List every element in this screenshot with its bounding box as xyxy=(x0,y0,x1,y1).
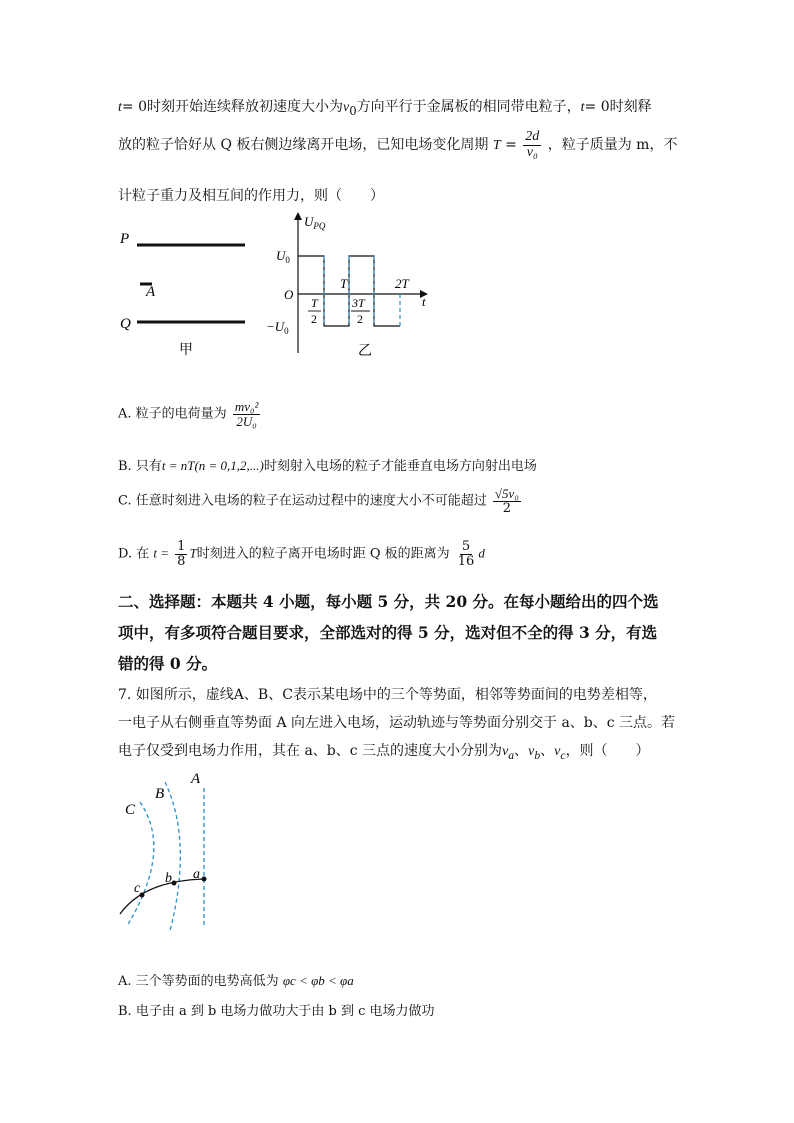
var-v: v xyxy=(342,100,350,115)
label-C: C xyxy=(125,802,136,818)
q7-option-A xyxy=(118,970,354,989)
denominator: 8 xyxy=(177,553,186,569)
label-neg-U0: $-U_0$ xyxy=(266,319,289,336)
q7-line-3 xyxy=(118,740,650,762)
var-T: T xyxy=(189,545,197,561)
tick-3half-T-num: 3T xyxy=(352,296,365,310)
formula: t = xyxy=(153,545,170,561)
text: = 0时刻开始连续释放初速度大小为 xyxy=(121,99,343,115)
option-text: 只有 xyxy=(135,459,162,474)
text: 放的粒子恰好从 Q 板右侧边缘离开电场，已知电场变化周期 xyxy=(118,137,489,154)
text: 一电子从右侧垂直等势面 A 向左进入电场，运动轨迹与等势面分别交于 a、b、c 三点。若 xyxy=(118,715,676,731)
sub: c xyxy=(560,748,566,762)
option-B xyxy=(118,455,537,474)
t-axis-label: t xyxy=(422,294,426,309)
y-arrow xyxy=(294,212,302,220)
var-v: v xyxy=(554,744,561,759)
caption-jia: 甲 xyxy=(179,343,193,358)
text: ，则（ ） xyxy=(565,743,650,759)
sub: b xyxy=(534,748,541,762)
var-d: d xyxy=(478,545,485,561)
label-A: A xyxy=(191,771,201,787)
sub-0: 0 xyxy=(349,103,357,118)
point-b xyxy=(172,881,177,886)
equipotential-C xyxy=(127,802,154,926)
text: 计粒子重力及相互间的作用力，则（ ） xyxy=(118,188,384,204)
option-label: A. xyxy=(118,406,132,422)
section2-line-2 xyxy=(118,621,657,643)
tick-3half-T-den: 2 xyxy=(357,312,363,326)
label-A: A xyxy=(146,284,156,300)
var-T: T xyxy=(492,138,501,154)
denominator: 16 xyxy=(457,553,475,569)
tick-2T: 2T xyxy=(395,276,409,291)
label-a: a xyxy=(193,867,200,882)
intro-line-1 xyxy=(118,96,652,118)
figure-jia xyxy=(115,228,255,358)
option-text: 电子由 a 到 b 电场力做功大于由 b 到 c 电场力做功 xyxy=(135,1004,435,1019)
fraction-period xyxy=(523,130,541,160)
fraction-charge xyxy=(233,400,261,428)
equals: = xyxy=(505,137,517,154)
option-label: B. xyxy=(118,459,132,474)
denominator: 2 xyxy=(502,500,512,516)
text: ，粒子质量为 m，不 xyxy=(547,137,678,154)
option-A xyxy=(118,400,262,428)
option-label: A. xyxy=(118,974,132,989)
label-B: B xyxy=(155,786,165,802)
option-label: B. xyxy=(118,1004,132,1019)
var-v: v xyxy=(528,744,535,759)
option-text: 在 xyxy=(136,546,150,562)
option-text: 粒子的电荷量为 xyxy=(135,406,227,422)
tick-T: T xyxy=(340,276,348,291)
numerator: mv₀² xyxy=(234,399,259,414)
tick-half-T-num: T xyxy=(311,296,318,310)
figure-q7 xyxy=(115,766,225,934)
option-text: 任意时刻进入电场的粒子在运动过程中的速度大小不可能超过 xyxy=(135,493,487,509)
option-C xyxy=(118,487,523,515)
var-t: t xyxy=(118,100,122,115)
text: 7. 如图所示，虚线A、B、C表示某电场中的三个等势面，相邻等势面间的电势差相等， xyxy=(118,687,657,703)
option-text: 时刻射入电场的粒子才能垂直电场方向射出电场 xyxy=(263,459,537,474)
text: 项中，有多项符合题目要求，全部选对的得 5 分，选对但不全的得 3 分，有选 xyxy=(118,623,658,642)
origin-label: O xyxy=(284,287,294,302)
q7-line-2 xyxy=(118,712,675,732)
label-Q: Q xyxy=(120,316,131,332)
denominator: 2U₀ xyxy=(236,413,257,429)
fraction-eighth xyxy=(175,540,187,568)
numerator: 2d xyxy=(525,129,540,144)
numerator: 1 xyxy=(177,539,186,554)
sep: 、 xyxy=(540,743,555,759)
q7-option-B xyxy=(118,1000,435,1019)
text: 二、选择题：本题共 4 小题，每小题 5 分，共 20 分。在每小题给出的四个选 xyxy=(118,592,659,611)
intro-line-2 xyxy=(118,130,677,160)
var-v: v xyxy=(502,744,509,759)
figure-yi xyxy=(262,210,442,360)
denominator: v₀ xyxy=(526,144,538,160)
option-text: 时刻进入的粒子离开电场时距 Q 板的距离为 xyxy=(196,546,450,562)
label-U0: $U_0$ xyxy=(276,248,290,265)
point-a xyxy=(202,877,207,882)
option-label: D. xyxy=(118,546,133,562)
section2-line-3 xyxy=(118,652,217,674)
y-axis-label: $U_{PQ}$ xyxy=(304,214,326,231)
electron-trajectory xyxy=(120,879,204,914)
section2-line-1 xyxy=(118,590,659,612)
caption-yi: 乙 xyxy=(358,344,372,359)
label-c: c xyxy=(134,881,141,896)
fraction-distance xyxy=(456,540,477,568)
sub: a xyxy=(508,748,515,762)
numerator: √5v₀ xyxy=(494,486,519,501)
formula: φc < φb < φa xyxy=(282,973,354,988)
option-D xyxy=(118,540,485,568)
text: 方向平行于金属板的相同带电粒子， xyxy=(356,99,581,115)
text: = 0时刻释 xyxy=(584,99,652,115)
intro-line-3 xyxy=(118,185,384,205)
label-P: P xyxy=(120,231,130,247)
text: 电子仅受到电场力作用，其在 a、b、c 三点的速度大小分别为 xyxy=(118,743,503,759)
option-label: C. xyxy=(118,493,132,509)
label-b: b xyxy=(165,871,172,886)
text: 错的得 0 分。 xyxy=(118,654,218,673)
option-text: 三个等势面的电势高低为 xyxy=(135,974,279,989)
tick-half-T-den: 2 xyxy=(311,312,317,326)
formula: t = nT(n = 0,1,2,...) xyxy=(161,458,264,473)
equipotential-B xyxy=(165,782,180,931)
q7-line-1 xyxy=(118,684,657,704)
point-c xyxy=(140,893,145,898)
sep: 、 xyxy=(514,743,529,759)
fraction-speed xyxy=(493,487,521,515)
var-t: t xyxy=(580,100,585,115)
numerator: 5 xyxy=(461,539,471,554)
